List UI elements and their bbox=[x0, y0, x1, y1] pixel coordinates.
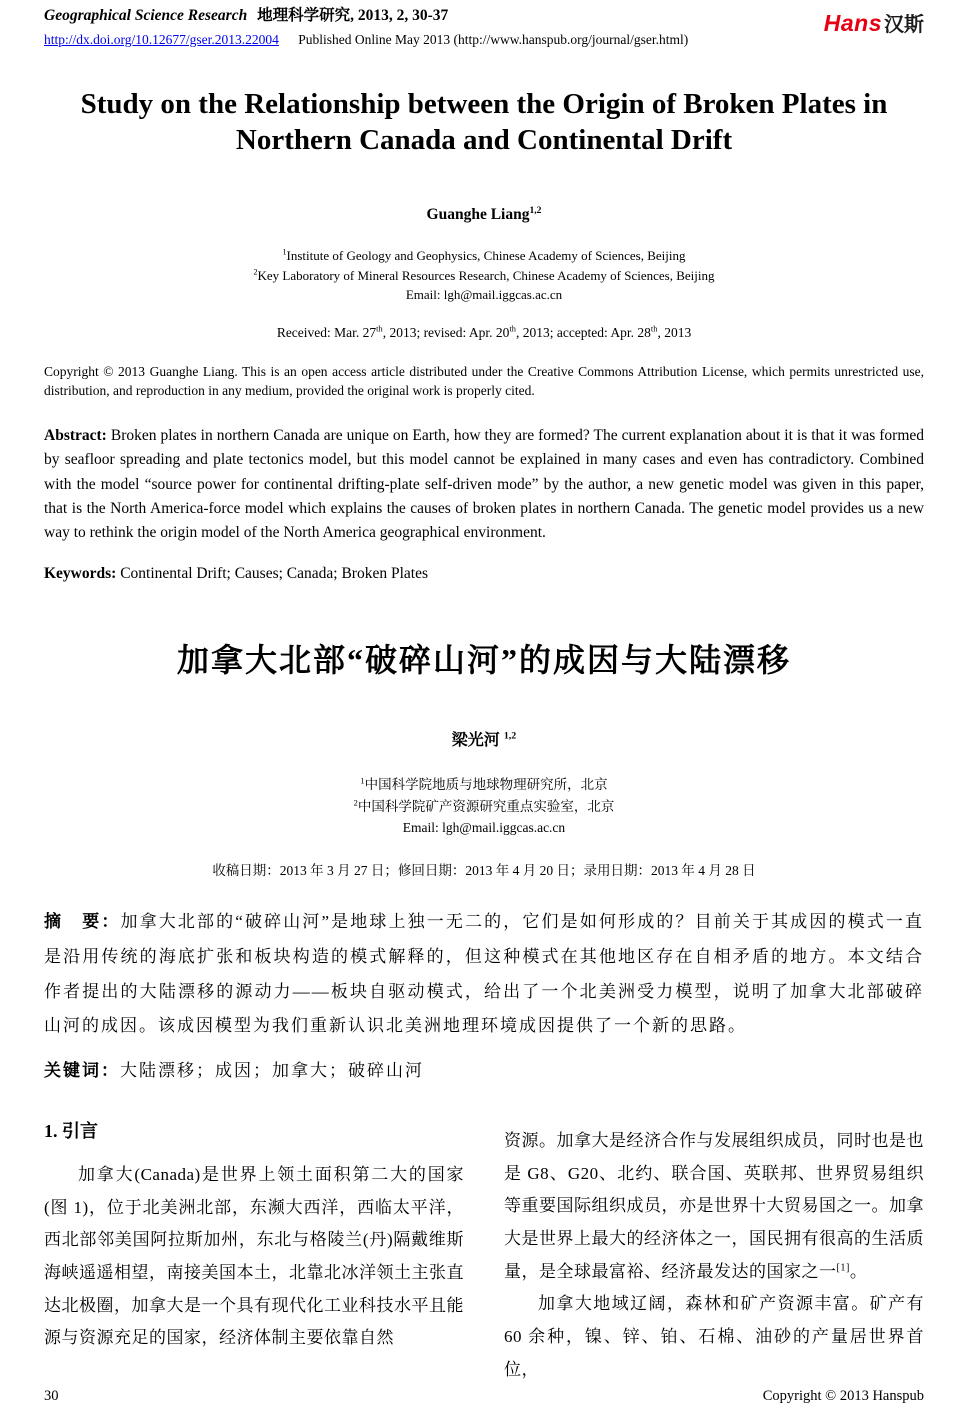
author-line-english bbox=[44, 206, 924, 224]
page-number: 30 bbox=[44, 1388, 59, 1404]
intro-paragraph-left: 加拿大(Canada)是世界上领土面积第二大的国家(图 1)，位于北美洲北部，东濒大西洋，西临太平洋，西北部邻美国阿拉斯加州，东北与格陵兰(丹)隔戴维斯海峡遥遥相望，南接美国本土，北靠北冰洋领土主张直达北极圈，加拿大是一个具有现代化工业科技水平且能源与资源充足的国家，经济体制主要依靠自然 bbox=[44, 1165, 464, 1348]
abstract-label-chinese: 摘 要： bbox=[44, 911, 121, 931]
abstract-chinese bbox=[44, 905, 924, 1044]
keywords-label-chinese: 关键词： bbox=[44, 1061, 120, 1081]
abstract-text-english: Broken plates in northern Canada are unique on Earth, how they are formed? The current explanation about it is that it was formed by seafloor spreading and plate tectonics model, but this model cannot be explained in many cases and even has contradictory. Combined with the model “source power for continental drifting-plate self-driven mode” by the author, a new genetic model was given in this paper, that is the North America-force model which explains the causes of broken plates in northern Canada. The genetic model provides us a new way to rethink the origin model of the North America geographical environment. bbox=[44, 427, 925, 541]
abstract-label-english: Abstract: bbox=[44, 427, 107, 445]
affiliation-1-english: $^1$Institute of Geology and Geophysics, Chinese Academy of Sciences, Beijing bbox=[282, 248, 686, 264]
abstract-text-chinese: 加拿大北部的“破碎山河”是地球上独一无二的，它们是如何形成的？目前关于其成因的模式一直是沿用传统的海底扩张和板块构造的模式解释的，但这种模式在其他地区存在自相矛盾的地方。本文结合作者提出的大陆漂移的源动力——板块自驱动模式，给出了一个北美洲受力模型，说明了加拿大北部破碎山河的成因。该成因模型为我们重新认识北美洲地理环境成因提供了一个新的思路。 bbox=[44, 911, 924, 1036]
page-header bbox=[44, 6, 924, 48]
author-name-english: Guanghe Liang bbox=[426, 206, 530, 224]
intro-paragraph-right-1: 资源。加拿大是经济合作与发展组织成员，同时也是也是 G8、G20、北约、联合国、英联邦、世界贸易组织等重要国际组织成员，亦是世界十大贸易国之一。加拿大是世界上最大的经济体之一，国民拥有很高的生活质量，是全球最富裕、经济最发达的国家之一[1]。 bbox=[504, 1131, 924, 1281]
affiliation-2-english: $^2$Key Laboratory of Mineral Resources Research, Chinese Academy of Sciences, Beijing bbox=[253, 267, 715, 283]
keywords-label-english: Keywords: bbox=[44, 565, 117, 583]
journal-name-english: Geographical Science Research bbox=[44, 7, 248, 24]
received-dates-english: Received: Mar. 27th, 2013; revised: Apr. 20th, 2013; accepted: Apr. 28th, 2013 bbox=[276, 324, 692, 340]
author-line-chinese bbox=[44, 727, 924, 750]
keywords-text-english: Continental Drift; Causes; Canada; Broken Plates bbox=[120, 565, 428, 583]
doi-line bbox=[44, 32, 688, 48]
paper-title-chinese: 加拿大北部“破碎山河”的成因与大陆漂移 bbox=[176, 642, 791, 679]
email-line-english: Email: lgh@mail.iggcas.ac.cn bbox=[405, 287, 563, 303]
paper-title-english: Study on the Relationship between the Origin of Broken Plates in Northern Canada and Continental Drift bbox=[80, 87, 888, 157]
published-online-text: Published Online May 2013 (http://www.hanspub.org/journal/gser.html) bbox=[298, 31, 689, 47]
page-footer bbox=[44, 1388, 924, 1405]
keywords-english bbox=[44, 565, 924, 583]
journal-name-chinese: 地理科学研究, 2013, 2, 30-37 bbox=[257, 7, 449, 24]
hanspub-logo bbox=[824, 8, 924, 37]
right-column bbox=[504, 1117, 924, 1386]
email-line-chinese: Email: lgh@mail.iggcas.ac.cn bbox=[402, 820, 566, 836]
abstract-english bbox=[44, 424, 924, 545]
journal-title-line bbox=[44, 6, 688, 27]
left-column bbox=[44, 1117, 464, 1386]
received-dates-chinese: 收稿日期：2013 年 3 月 27 日；修回日期：2013 年 4 月 20 日；录用日期：2013 年 4 月 28 日 bbox=[212, 862, 756, 878]
affiliations-chinese bbox=[44, 774, 924, 839]
hanspub-logo-chinese-text: 汉斯 bbox=[884, 14, 924, 36]
affiliations-english bbox=[44, 246, 924, 305]
citation-ref-1: [1] bbox=[836, 1262, 850, 1274]
author-name-chinese: 梁光河 bbox=[451, 732, 500, 750]
hanspub-logo-hans-text: Hans bbox=[823, 10, 882, 36]
author-affiliation-superscript: 1,2 bbox=[529, 205, 542, 217]
doi-link[interactable]: http://dx.doi.org/10.12677/gser.2013.22004 bbox=[44, 31, 279, 47]
affiliation-2-chinese: $^2$中国科学院矿产资源研究重点实验室，北京 bbox=[353, 798, 615, 814]
body-columns bbox=[44, 1117, 924, 1386]
intro-paragraph-right-2: 加拿大地域辽阔，森林和矿产资源丰富。矿产有 60 余种，镍、锌、铂、石棉、油砂的产量居世界首位， bbox=[504, 1294, 924, 1379]
journal-info bbox=[44, 6, 688, 48]
copyright-notice: Copyright © 2013 Guanghe Liang. This is an open access article distributed under the Creative Commons Attribution License, which permits unrestricted use, distribution, and reproduction in any medium, provided the original work is properly cited. bbox=[44, 363, 924, 398]
keywords-chinese bbox=[44, 1056, 924, 1081]
author-affiliation-superscript-chinese: 1,2 bbox=[503, 730, 517, 742]
keywords-text-chinese: 大陆漂移；成因；加拿大；破碎山河 bbox=[120, 1061, 424, 1081]
affiliation-1-chinese: $^1$中国科学院地质与地球物理研究所，北京 bbox=[360, 776, 608, 793]
section-1-heading: 1. 引言 bbox=[44, 1121, 98, 1142]
footer-copyright: Copyright © 2013 Hanspub bbox=[762, 1388, 924, 1404]
